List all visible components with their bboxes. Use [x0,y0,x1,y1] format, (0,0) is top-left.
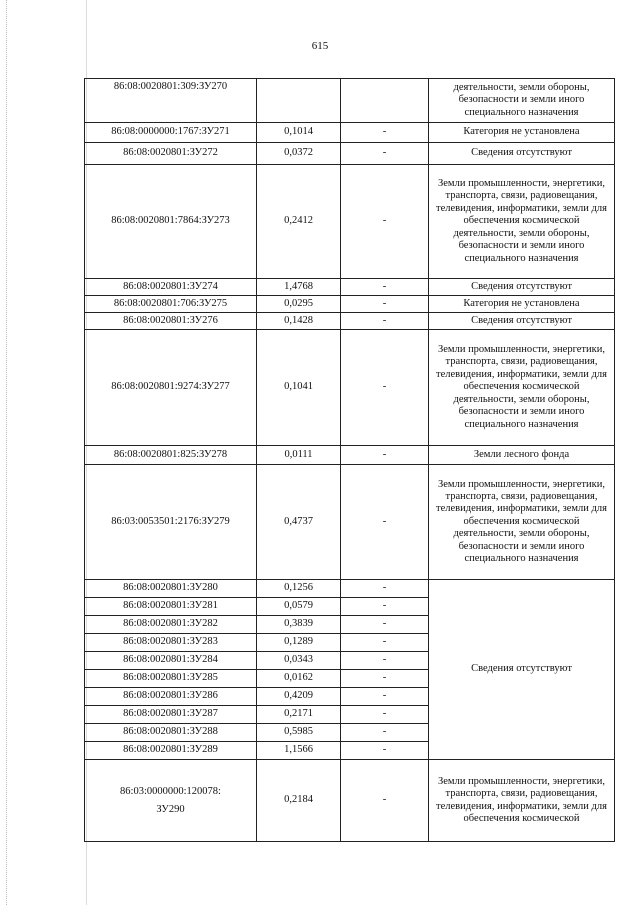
land-category: Земли промышленности, энергетики, транспорта, связи, радиовещания, телевидения, информатики, земли для обеспечения космической [429,760,615,842]
cadastral-number: 86:08:0020801:309:ЗУ270 [85,79,257,123]
cadastral-number: 86:08:0020801:ЗУ272 [85,143,257,165]
cadastral-number: 86:08:0020801:ЗУ282 [85,616,257,634]
area-value: 0,4737 [257,465,341,580]
area-value: 0,0343 [257,652,341,670]
cadastral-number: 86:08:0020801:ЗУ288 [85,724,257,742]
dash-value: - [341,580,429,598]
land-category: Категория не установлена [429,123,615,143]
area-value: 0,4209 [257,688,341,706]
table-row [85,143,615,165]
dash-value: - [341,688,429,706]
dash-value: - [341,760,429,842]
land-category: Земли промышленности, энергетики, транспорта, связи, радиовещания, телевидения, информатики, земли для обеспечения космической деятельности, земли обороны, безопасности и земли иного специального назначения [429,330,615,446]
cadastral-number: 86:08:0020801:ЗУ281 [85,598,257,616]
area-value: 0,0295 [257,296,341,313]
cadastral-number-line1: 86:03:0000000:120078: [120,785,221,797]
area-value: 0,0111 [257,446,341,465]
land-plots-table [84,78,615,842]
land-category: Земли промышленности, энергетики, транспорта, связи, радиовещания, телевидения, информатики, земли для обеспечения космической деятельности, земли обороны, безопасности и земли иного специального назначения [429,465,615,580]
cadastral-number: 86:08:0020801:825:ЗУ278 [85,446,257,465]
cadastral-number: 86:08:0020801:ЗУ283 [85,634,257,652]
scan-margin-line [6,0,8,905]
dash-value: - [341,143,429,165]
area-value: 0,2171 [257,706,341,724]
dash-value: - [341,296,429,313]
cadastral-number: 86:08:0020801:7864:ЗУ273 [85,165,257,279]
area-value: 0,1256 [257,580,341,598]
cadastral-number: 86:03:0053501:2176:ЗУ279 [85,465,257,580]
cadastral-number: 86:08:0020801:ЗУ286 [85,688,257,706]
dash-value: - [341,670,429,688]
table-row [85,313,615,330]
cadastral-number: 86:08:0020801:ЗУ285 [85,670,257,688]
cadastral-number: 86:08:0020801:9274:ЗУ277 [85,330,257,446]
table-row [85,123,615,143]
area-value: 0,5985 [257,724,341,742]
land-category: Сведения отсутствуют [429,143,615,165]
dash-value [341,79,429,123]
area-value: 0,3839 [257,616,341,634]
area-value: 0,0579 [257,598,341,616]
cadastral-number: 86:08:0020801:ЗУ274 [85,279,257,296]
land-category: Земли лесного фонда [429,446,615,465]
area-value: 1,4768 [257,279,341,296]
page-number: 615 [311,40,329,52]
area-value: 0,1428 [257,313,341,330]
dash-value: - [341,123,429,143]
area-value: 0,1289 [257,634,341,652]
area-value: 0,0372 [257,143,341,165]
land-category: Земли промышленности, энергетики, транспорта, связи, радиовещания, телевидения, информатики, земли для обеспечения космической деятельности, земли обороны, безопасности и земли иного специального назначения [429,165,615,279]
dash-value: - [341,724,429,742]
dash-value: - [341,634,429,652]
dash-value: - [341,465,429,580]
dash-value: - [341,616,429,634]
table-row [85,330,615,446]
table-row [85,279,615,296]
dash-value: - [341,165,429,279]
area-value [257,79,341,123]
land-category: Сведения отсутствуют [429,279,615,296]
area-value: 0,1041 [257,330,341,446]
dash-value: - [341,446,429,465]
area-value: 1,1566 [257,742,341,760]
dash-value: - [341,279,429,296]
cadastral-number: 86:08:0020801:ЗУ276 [85,313,257,330]
area-value: 0,1014 [257,123,341,143]
cadastral-number-line2: ЗУ290 [156,803,185,815]
cadastral-number: 86:08:0020801:ЗУ280 [85,580,257,598]
area-value: 0,2412 [257,165,341,279]
land-category: Категория не установлена [429,296,615,313]
area-value: 0,0162 [257,670,341,688]
dash-value: - [341,742,429,760]
area-value: 0,2184 [257,760,341,842]
cadastral-number: 86:08:0020801:706:ЗУ275 [85,296,257,313]
dash-value: - [341,598,429,616]
cadastral-number: 86:08:0020801:ЗУ289 [85,742,257,760]
dash-value: - [341,652,429,670]
land-category-merged: Сведения отсутствуют [429,580,615,760]
dash-value: - [341,330,429,446]
cadastral-number: 86:08:0020801:ЗУ287 [85,706,257,724]
land-category: деятельности, земли обороны, безопасности и земли иного специального назначения [429,79,615,123]
dash-value: - [341,706,429,724]
table-row [85,296,615,313]
cadastral-number [85,760,257,842]
land-category: Сведения отсутствуют [429,313,615,330]
table-row [85,760,615,842]
dash-value: - [341,313,429,330]
cadastral-number: 86:08:0000000:1767:ЗУ271 [85,123,257,143]
table-row [85,79,615,123]
table-row [85,580,615,598]
cadastral-number: 86:08:0020801:ЗУ284 [85,652,257,670]
table-row [85,446,615,465]
table-row [85,465,615,580]
table-row [85,165,615,279]
